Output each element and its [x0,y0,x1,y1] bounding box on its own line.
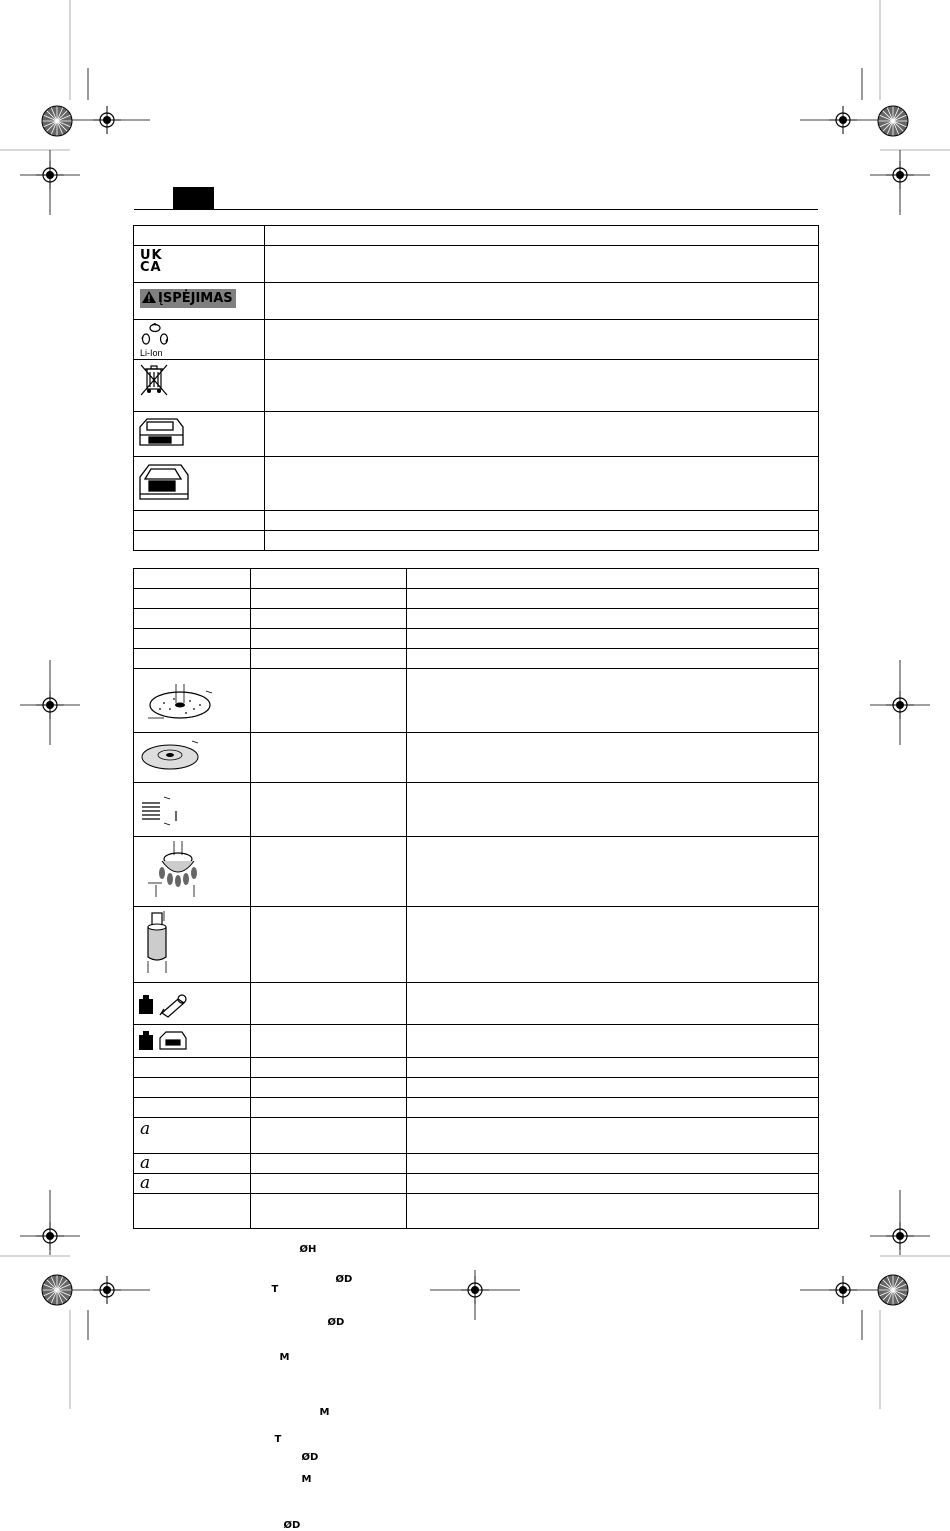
vibration-symbol-3: a [140,1173,151,1193]
ukca-line2: CA [140,260,162,275]
technical-data-table [133,568,819,1531]
vibration-symbol-2: a [140,1153,151,1173]
table-row [134,1078,819,1098]
table-row [134,649,819,669]
li-ion-label: Li-Ion [140,348,163,358]
battery-pack-icon [137,415,187,451]
table-row [134,783,819,837]
table-row [134,412,819,457]
outer-diameter-label: ØD [335,1273,353,1285]
hole-diameter-label: ØH [299,1243,317,1255]
header-rule [134,209,818,210]
outer-diameter-label-4: ØD [283,1519,301,1531]
ukca-line1: UK [140,248,163,263]
table-row [134,320,819,360]
weight-battery-icon [138,1028,198,1052]
table-row [134,1058,819,1078]
table-row [134,1174,819,1194]
warning-icon [142,291,156,303]
table-row [134,246,819,283]
thread-label: M [279,1351,290,1363]
table-row [134,983,819,1025]
table-row [134,733,819,783]
thickness-label: T [271,1283,279,1295]
flange-nut-diagram [134,783,246,831]
thread-label-2: M [319,1406,330,1418]
table-row [134,1194,819,1229]
language-tab [173,187,214,210]
table-row [134,283,819,320]
crossed-bin-icon [138,363,170,397]
table-row [134,669,819,733]
table-row [134,511,819,531]
table-row [134,531,819,551]
table-row [134,360,819,412]
table-row [134,1098,819,1118]
thickness-label-2: T [274,1433,282,1445]
table-row [134,1025,819,1058]
table-row [134,226,819,246]
table-row [134,629,819,649]
cup-brush-diagram [134,837,246,901]
vibration-symbol: a [140,1119,151,1139]
table-row [134,907,819,983]
symbols-table [133,225,819,551]
recycle-icon [138,322,172,350]
warning-text: ĮSPĖJIMAS [158,291,233,306]
table-row [134,609,819,629]
flat-disc-diagram [134,733,246,777]
thread-label-3: M [301,1473,312,1485]
table-row [134,589,819,609]
table-row [134,1154,819,1174]
outer-diameter-label-2: ØD [327,1316,345,1328]
table-row [134,457,819,511]
weight-grinder-icon [138,989,198,1019]
grinding-disc-diagram [134,669,246,727]
ukca-mark [134,246,264,274]
charger-icon [137,461,191,505]
table-row [134,569,819,589]
table-row [134,1118,819,1154]
table-row [134,837,819,907]
warning-label [140,289,236,308]
outer-diameter-label-3: ØD [301,1451,319,1463]
core-bit-diagram [134,907,246,977]
